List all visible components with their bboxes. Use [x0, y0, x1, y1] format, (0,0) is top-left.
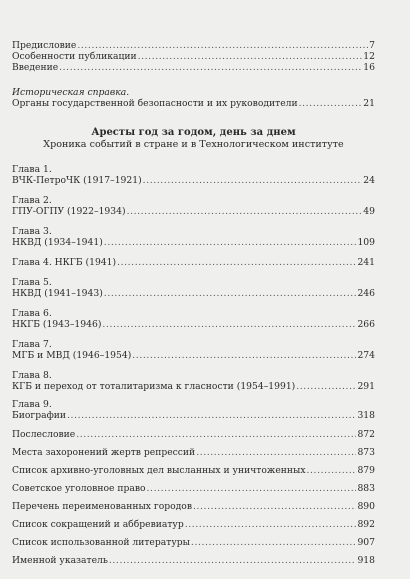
toc-entry-preface: [12, 40, 375, 51]
toc-entry-page: 21: [363, 98, 375, 109]
toc-entry-page: 24: [363, 175, 375, 186]
toc-entry-page: 49: [363, 206, 375, 217]
toc-entry-page: 274: [357, 350, 375, 361]
toc-entry-page: 918: [357, 555, 375, 566]
toc-entry-title: Послесловие: [12, 429, 76, 440]
chapter-label: Глава 9.: [12, 399, 52, 410]
toc-entry-title: ВЧК-ПетроЧК (1917–1921): [12, 175, 142, 186]
toc-entry-chapter-9: [12, 410, 375, 421]
toc-entry-chapter-4: [12, 257, 375, 268]
toc-entry-page: 16: [363, 62, 375, 73]
toc-entry-title: Биографии: [12, 410, 67, 421]
chapter-label: Глава 3.: [12, 226, 52, 237]
table-of-contents: [12, 40, 375, 566]
chapter-label: Глава 6.: [12, 308, 52, 319]
toc-entry-title: НКВД (1941–1943): [12, 288, 103, 299]
toc-entry-title: МГБ и МВД (1946–1954): [12, 350, 132, 361]
historical-label: Историческая справка.: [12, 87, 130, 98]
section-subtitle: Хроника событий в стране и в Технологическом институте: [43, 139, 344, 150]
toc-entry-title: ГПУ-ОГПУ (1922–1934): [12, 206, 126, 217]
toc-entry-page: 291: [357, 381, 375, 392]
toc-entry-title: Список использованной литературы: [12, 537, 190, 548]
toc-entry-bibliography: [12, 537, 375, 548]
toc-entry-title: Предисловие: [12, 40, 77, 51]
toc-entry-page: 890: [357, 501, 375, 512]
section-title: Аресты год за годом, день за днем: [91, 127, 296, 138]
toc-entry-page: 246: [357, 288, 375, 299]
toc-entry-page: 12: [363, 51, 375, 62]
toc-entry-page: 907: [357, 537, 375, 548]
toc-entry-page: 7: [369, 40, 375, 51]
toc-entry-title: Глава 4. НКГБ (1941): [12, 257, 117, 268]
toc-entry-title: НКГБ (1943–1946): [12, 319, 102, 330]
toc-entry-title: Места захоронений жертв репрессий: [12, 447, 196, 458]
chapter-label: Глава 5.: [12, 277, 52, 288]
toc-entry-afterword: [12, 429, 375, 440]
toc-entry-page: 241: [357, 257, 375, 268]
toc-entry-title: Органы государственной безопасности и их руководители: [12, 98, 298, 109]
toc-entry-title: Именной указатель: [12, 555, 108, 566]
toc-entry-burial-sites: [12, 447, 375, 458]
toc-entry-title: Перечень переименованных городов: [12, 501, 192, 512]
toc-entry-historical: [12, 98, 375, 109]
toc-entry-page: 266: [357, 319, 375, 330]
chapter-label: Глава 7.: [12, 339, 52, 350]
toc-entry-title: Список сокращений и аббревиатур: [12, 519, 184, 530]
toc-entry-title: НКВД (1934–1941): [12, 237, 103, 248]
toc-entry-page: 109: [357, 237, 375, 248]
toc-entry-archive-cases: [12, 465, 375, 476]
toc-entry-page: 892: [357, 519, 375, 530]
toc-entry-chapter-3: [12, 237, 375, 248]
toc-entry-page: 873: [357, 447, 375, 458]
toc-entry-title: Советское уголовное право: [12, 483, 146, 494]
toc-entry-chapter-5: [12, 288, 375, 299]
toc-entry-name-index: [12, 555, 375, 566]
toc-entry-chapter-1: [12, 175, 375, 186]
toc-entry-chapter-2: [12, 206, 375, 217]
toc-entry-chapter-6: [12, 319, 375, 330]
toc-entry-publication-notes: [12, 51, 375, 62]
toc-entry-title: Особенности публикации: [12, 51, 137, 62]
toc-entry-page: 883: [357, 483, 375, 494]
toc-entry-title: Список архивно-уголовных дел высланных и уничтоженных: [12, 465, 306, 476]
toc-entry-page: 318: [357, 410, 375, 421]
toc-entry-abbreviations: [12, 519, 375, 530]
toc-entry-title: Введение: [12, 62, 59, 73]
toc-entry-introduction: [12, 62, 375, 73]
chapter-label: Глава 1.: [12, 164, 52, 175]
toc-entry-chapter-7: [12, 350, 375, 361]
toc-entry-page: 879: [357, 465, 375, 476]
toc-entry-chapter-8: [12, 381, 375, 392]
chapter-label: Глава 2.: [12, 195, 52, 206]
toc-entry-criminal-law: [12, 483, 375, 494]
toc-entry-title: КГБ и переход от тоталитаризма к гласности (1954–1991): [12, 381, 296, 392]
toc-entry-page: 872: [357, 429, 375, 440]
chapter-label: Глава 8.: [12, 370, 52, 381]
toc-entry-renamed-cities: [12, 501, 375, 512]
